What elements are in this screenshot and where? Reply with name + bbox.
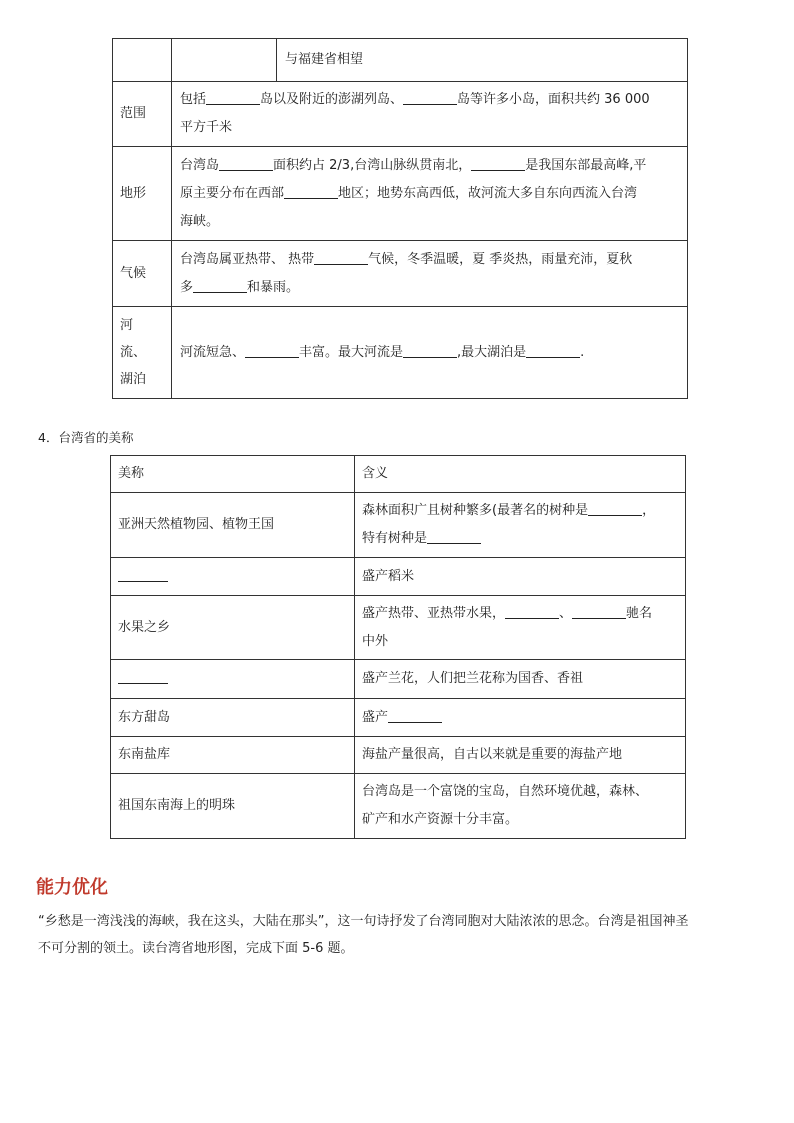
ability-heading: 能力优化 [36,877,108,898]
geography-table [112,38,688,399]
blank[interactable] [403,90,457,105]
section-4-title: 4．台湾省的美称 [38,430,134,445]
ability-paragraph: “乡愁是一湾浅浅的海峡，我在这头，大陆在那头”，这一句诗抒发了台湾同胞对大陆浓浓的思念。台湾是祖国神圣 不可分割的领土。读台湾省地形图，完成下面 5-6 题。 [38,914,689,956]
blank[interactable] [388,708,442,723]
nickname-cell [111,558,355,596]
nickname-cell: 水果之乡 [111,596,355,660]
blank[interactable] [526,343,580,358]
empty-sub-cell [172,39,277,82]
blank[interactable] [588,501,642,516]
nickname-cell [111,660,355,699]
blank[interactable] [245,343,299,358]
blank[interactable] [403,343,457,358]
row-label-climate: 气候 [113,241,172,307]
blank[interactable] [427,529,481,544]
nickname-cell: 东方甜岛 [111,699,355,737]
terrain-content: 台湾岛 面积约占 2/3,台湾山脉纵贯南北， 是我国东部最高峰,平 原主要分布在西部 地区；地势东高西低，故河流大多自东向西流入台湾 海峡。 [172,147,688,241]
header-meaning: 含义 [355,456,686,493]
blank[interactable] [193,278,247,293]
rivers-lakes-content: 河流短急、 丰富。最大河流是 ,最大湖泊是 . [172,307,688,399]
nickname-cell: 祖国东南海上的明珠 [111,774,355,839]
blank[interactable] [206,90,260,105]
meaning-cell: 盛产 [355,699,686,737]
header-nickname: 美称 [111,456,355,493]
blank[interactable] [572,604,626,619]
meaning-cell: 台湾岛是一个富饶的宝岛，自然环境优越，森林、 矿产和水产资源十分丰富。 [355,774,686,839]
blank[interactable] [219,156,273,171]
blank[interactable] [118,567,168,582]
meaning-cell: 海盐产量很高，自古以来就是重要的海盐产地 [355,737,686,774]
blank[interactable] [314,250,368,265]
blank[interactable] [505,604,559,619]
nicknames-table [110,455,686,839]
blank[interactable] [284,184,338,199]
meaning-cell: 盛产稻米 [355,558,686,596]
empty-label-cell [113,39,172,82]
row-label-terrain: 地形 [113,147,172,241]
meaning-cell: 森林面积广且树种繁多(最著名的树种是 ， 特有树种是 [355,493,686,558]
meaning-cell: 盛产兰花，人们把兰花称为国香、香祖 [355,660,686,699]
neighbor-cell: 与福建省相望 [277,39,688,82]
climate-content: 台湾岛属亚热带、 热带 气候，冬季温暖，夏 季炎热，雨量充沛，夏秋 多 和暴雨。 [172,241,688,307]
scope-content: 包括 岛以及附近的澎湖列岛、 岛等许多小岛，面积共约 36 000 平方千米 [172,82,688,147]
nickname-cell: 东南盐库 [111,737,355,774]
row-label-rivers-lakes: 河 流、 湖泊 [113,307,172,399]
meaning-cell: 盛产热带、亚热带水果， 、 驰名 中外 [355,596,686,660]
nickname-cell: 亚洲天然植物园、植物王国 [111,493,355,558]
blank[interactable] [118,669,168,684]
row-label-scope: 范围 [113,82,172,147]
blank[interactable] [471,156,525,171]
